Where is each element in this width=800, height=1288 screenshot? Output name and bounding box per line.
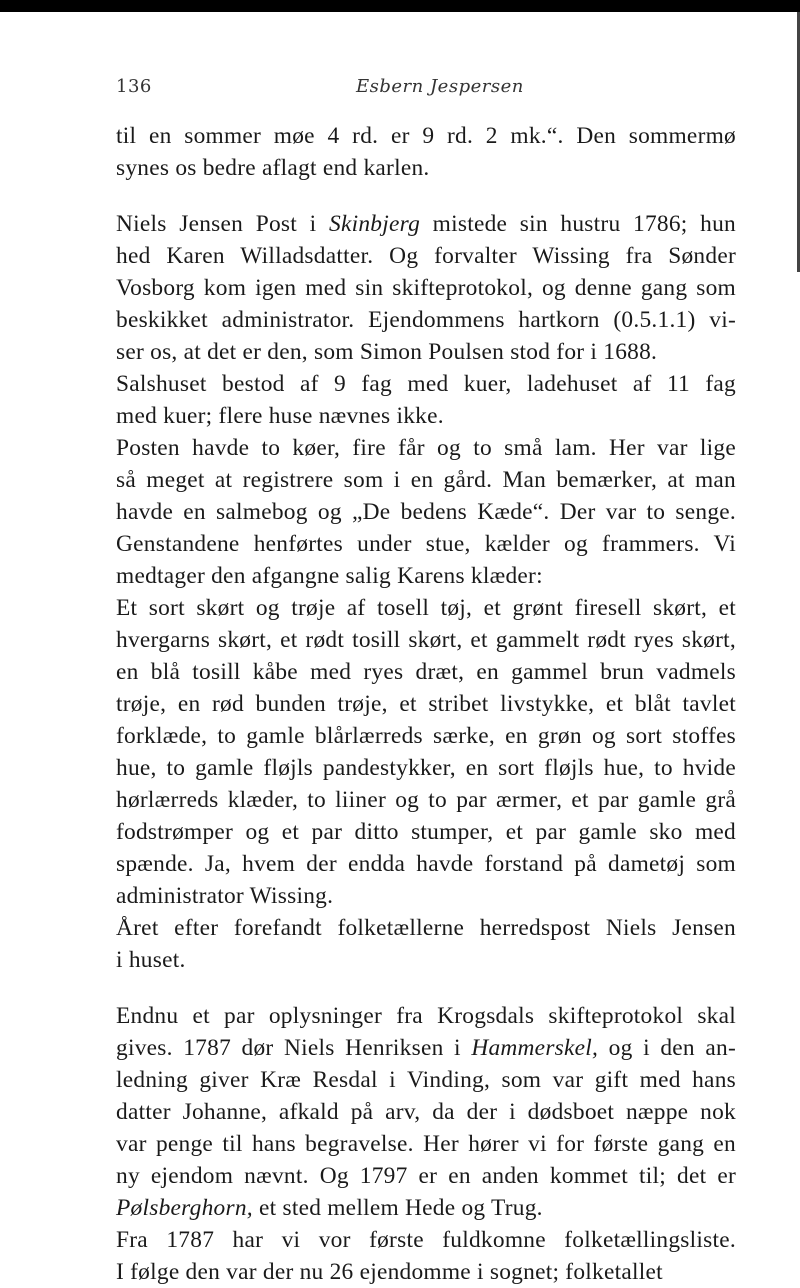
italic-place-name: Skinbjerg: [329, 211, 421, 237]
text-line: forklæde, to gamle blårlærreds særke, en grøn og sort stoffes: [116, 723, 736, 749]
text-line: datter Johanne, afkald på arv, da der i dødsboet næppe nok: [116, 1099, 736, 1125]
text-line: I følge den var der nu 26 ejendomme i sognet; folketallet: [116, 1259, 663, 1285]
paragraph: [116, 1000, 736, 1224]
text-line: havde en salmebog og „De bedens Kæde“. Der var to senge.: [116, 499, 736, 525]
paragraph: [116, 432, 736, 592]
text-line: hue, to gamle fløjls pandestykker, en sort fløjls hue, to hvide: [116, 755, 736, 781]
italic-place-name: Hammerskel,: [471, 1035, 599, 1061]
text-line: ser os, at det er den, som Simon Poulsen stod for i 1688.: [116, 339, 658, 365]
text-line: spænde. Ja, hvem der endda havde forstand på dametøj som: [116, 851, 736, 877]
running-head: Esbern Jespersen: [356, 76, 524, 97]
text-line: beskikket administrator. Ejendommens hartkorn (0.5.1.1) vi-: [116, 307, 736, 333]
text-line: synes os bedre aflagt end karlen.: [116, 155, 430, 181]
text-segment: og i den an-: [598, 1035, 736, 1061]
text-line: så meget at registrere som i en gård. Man bemærker, at man: [116, 467, 736, 493]
paragraph: [116, 912, 736, 976]
scan-top-border: [0, 0, 800, 12]
text-line: medtager den afgangne salig Karens klæder:: [116, 563, 543, 589]
text-line: med kuer; flere huse nævnes ikke.: [116, 403, 444, 429]
text-line: hørlærreds klæder, to liiner og to par ærmer, et par gamle grå: [116, 787, 736, 813]
text-line: administrator Wissing.: [116, 883, 334, 909]
text-segment: gives. 1787 dør Niels Henriksen i: [116, 1035, 472, 1061]
text-segment: et sted mellem Hede og Trug.: [252, 1195, 543, 1221]
text-line: var penge til hans begravelse. Her hører vi for første gang en: [116, 1131, 736, 1157]
text-line: trøje, en rød bunden trøje, et stribet livstykke, et blåt tavlet: [116, 691, 736, 717]
text-line: ledning giver Kræ Resdal i Vinding, som var gift med hans: [116, 1067, 736, 1093]
text-line: Året efter forefandt folketællerne herredspost Niels Jensen: [116, 915, 736, 941]
text-line: Salshuset bestod af 9 fag med kuer, ladehuset af 11 fag: [116, 371, 736, 397]
section-gap: [116, 976, 736, 1000]
text-line: ny ejendom nævnt. Og 1797 er en anden kommet til; det er: [116, 1163, 736, 1189]
text-line: Fra 1787 har vi vor første fuldkomne folketællingsliste.: [116, 1227, 736, 1253]
section-gap: [116, 184, 736, 208]
text-line: hed Karen Willadsdatter. Og forvalter Wissing fra Sønder: [116, 243, 736, 269]
paragraph: [116, 120, 736, 184]
italic-place-name: Pølsberghorn,: [116, 1195, 253, 1221]
text-line: [116, 1192, 736, 1224]
body-text: [116, 120, 736, 1288]
text-segment: Niels Jensen Post i: [116, 211, 329, 237]
text-line: [116, 208, 736, 240]
text-line: Posten havde to køer, fire får og to små lam. Her var lige: [116, 435, 736, 461]
paragraph: [116, 208, 736, 368]
page-number: 136: [116, 76, 152, 97]
text-line: hvergarns skørt, et rødt tosill skørt, et gammelt rødt ryes skørt,: [116, 627, 736, 653]
text-line: Et sort skørt og trøje af tosell tøj, et grønt firesell skørt, et: [116, 595, 736, 621]
text-line: en blå tosill kåbe med ryes dræt, en gammel brun vadmels: [116, 659, 736, 685]
text-line: Genstandene henførtes under stue, kælder og frammers. Vi: [116, 531, 736, 557]
paragraph: [116, 1224, 736, 1288]
text-line: fodstrømper og et par ditto stumper, et par gamle sko med: [116, 819, 736, 845]
paragraph: [116, 592, 736, 912]
text-line: til en sommer møe 4 rd. er 9 rd. 2 mk.“. Den sommermø: [116, 123, 736, 149]
text-line: i huset.: [116, 947, 186, 973]
text-line: Endnu et par oplysninger fra Krogsdals skifteprotokol skal: [116, 1003, 736, 1029]
text-line: [116, 1032, 736, 1064]
text-line: Vosborg kom igen med sin skifteprotokol, og denne gang som: [116, 275, 736, 301]
text-segment: mistede sin hustru 1786; hun: [420, 211, 736, 237]
paragraph: [116, 368, 736, 432]
